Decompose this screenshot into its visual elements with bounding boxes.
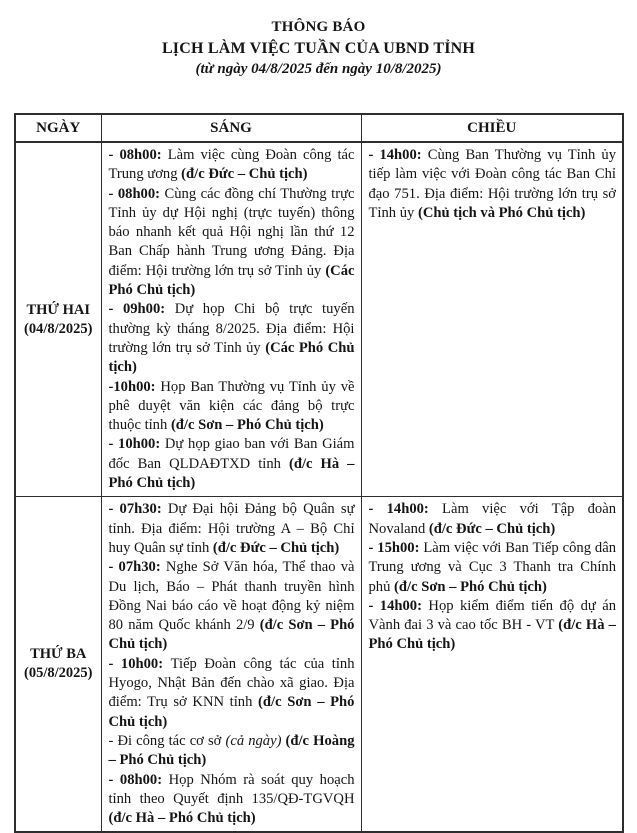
- morning-cell-monday: [101, 142, 361, 497]
- schedule-entry: - 10h00: Dự họp giao ban với Ban Giám đốc Ban QLDAĐTXD tỉnh (đ/c Hà – Phó Chủ tịch): [108, 436, 355, 492]
- table-header-row: [15, 114, 623, 142]
- document-header: [0, 0, 637, 80]
- day-cell-tuesday: [15, 497, 101, 833]
- day-name: THỨ BA: [30, 646, 87, 663]
- schedule-entry: - 09h00: Dự họp Chi bộ trực tuyến thường kỳ tháng 8/2025. Địa điểm: Hội trường lớn trụ sở Tỉnh ủy (Các Phó Chủ tịch): [108, 301, 355, 376]
- schedule-entry: - 15h00: Làm việc với Ban Tiếp công dân Trung ương và Cục 3 Thanh tra Chính phủ (đ/c Sơn – Phó Chủ tịch): [368, 539, 616, 595]
- doc-subtitle: LỊCH LÀM VIỆC TUẦN CỦA UBND TỈNH: [161, 40, 476, 57]
- schedule-table: [14, 113, 624, 833]
- column-header-afternoon: CHIỀU: [361, 114, 623, 142]
- day-name: THỨ HAI: [26, 301, 90, 318]
- schedule-entry: - 14h00: Họp kiểm điểm tiến độ dự án Vành đai 3 và cao tốc BH - VT (đ/c Hà – Phó Chủ tịch): [368, 597, 616, 653]
- table-row-tuesday: [15, 497, 623, 833]
- day-date: (04/8/2025): [24, 320, 93, 337]
- afternoon-cell-monday: [361, 142, 623, 497]
- schedule-entry: - 08h00: Làm việc cùng Đoàn công tác Trung ương (đ/c Đức – Chủ tịch): [108, 147, 355, 183]
- schedule-entry: - 07h30: Nghe Sở Văn hóa, Thể thao và Du lịch, Báo – Phát thanh truyền hình Đồng Nai báo cáo về hoạt động kỷ niệm 80 năm Quốc khánh 2/9 (đ/c Sơn – Phó Chủ tịch): [108, 559, 355, 653]
- day-cell-monday: [15, 142, 101, 497]
- column-header-morning: SÁNG: [101, 114, 361, 142]
- table-row-monday: [15, 142, 623, 497]
- schedule-entry: -10h00: Họp Ban Thường vụ Tỉnh ủy về phê duyệt văn kiện các đảng bộ trực thuộc tỉnh (đ/c Sơn – Phó Chủ tịch): [108, 378, 355, 434]
- schedule-entry: - Đi công tác cơ sở (cả ngày) (đ/c Hoàng – Phó Chủ tịch): [108, 732, 355, 769]
- column-header-day: NGÀY: [15, 114, 101, 142]
- schedule-entry: - 14h00: Cùng Ban Thường vụ Tỉnh ủy tiếp làm việc với Đoàn công tác Ban Chỉ đạo 751. Địa điểm: Hội trường lớn trụ sở Tỉnh ủy (Chủ tịch và Phó Chủ tịch): [368, 147, 616, 221]
- schedule-entry: - 08h00: Họp Nhóm rà soát quy hoạch tỉnh theo Quyết định 135/QĐ-TGVQH (đ/c Hà – Phó Chủ tịch): [108, 771, 355, 827]
- doc-date-range: (từ ngày 04/8/2025 đến ngày 10/8/2025): [195, 61, 442, 77]
- day-date: (05/8/2025): [24, 665, 93, 682]
- schedule-entry: - 14h00: Làm việc với Tập đoàn Novaland (đ/c Đức – Chủ tịch): [368, 501, 616, 537]
- schedule-entry: - 10h00: Tiếp Đoàn công tác của tỉnh Hyogo, Nhật Bản đến chào xã giao. Địa điểm: Trụ sở KNN tỉnh (đ/c Sơn – Phó Chủ tịch): [108, 655, 355, 730]
- schedule-entry: - 08h00: Cùng các đồng chí Thường trực Tỉnh ủy dự Hội nghị (trực tuyến) thông báo nhanh kết quả Hội nghị lần thứ 12 Ban Chấp hành Trung ương Đảng. Địa điểm: Hội trường lớn trụ sở Tỉnh ủy (Các Phó Chủ tịch): [108, 185, 355, 299]
- schedule-entry: - 07h30: Dự Đại hội Đảng bộ Quân sự tỉnh. Địa điểm: Hội trường A – Bộ Chỉ huy Quân sự tỉnh (đ/c Đức – Chủ tịch): [108, 501, 355, 556]
- morning-cell-tuesday: [101, 497, 361, 833]
- afternoon-cell-tuesday: [361, 497, 623, 833]
- doc-title: THÔNG BÁO: [271, 19, 366, 35]
